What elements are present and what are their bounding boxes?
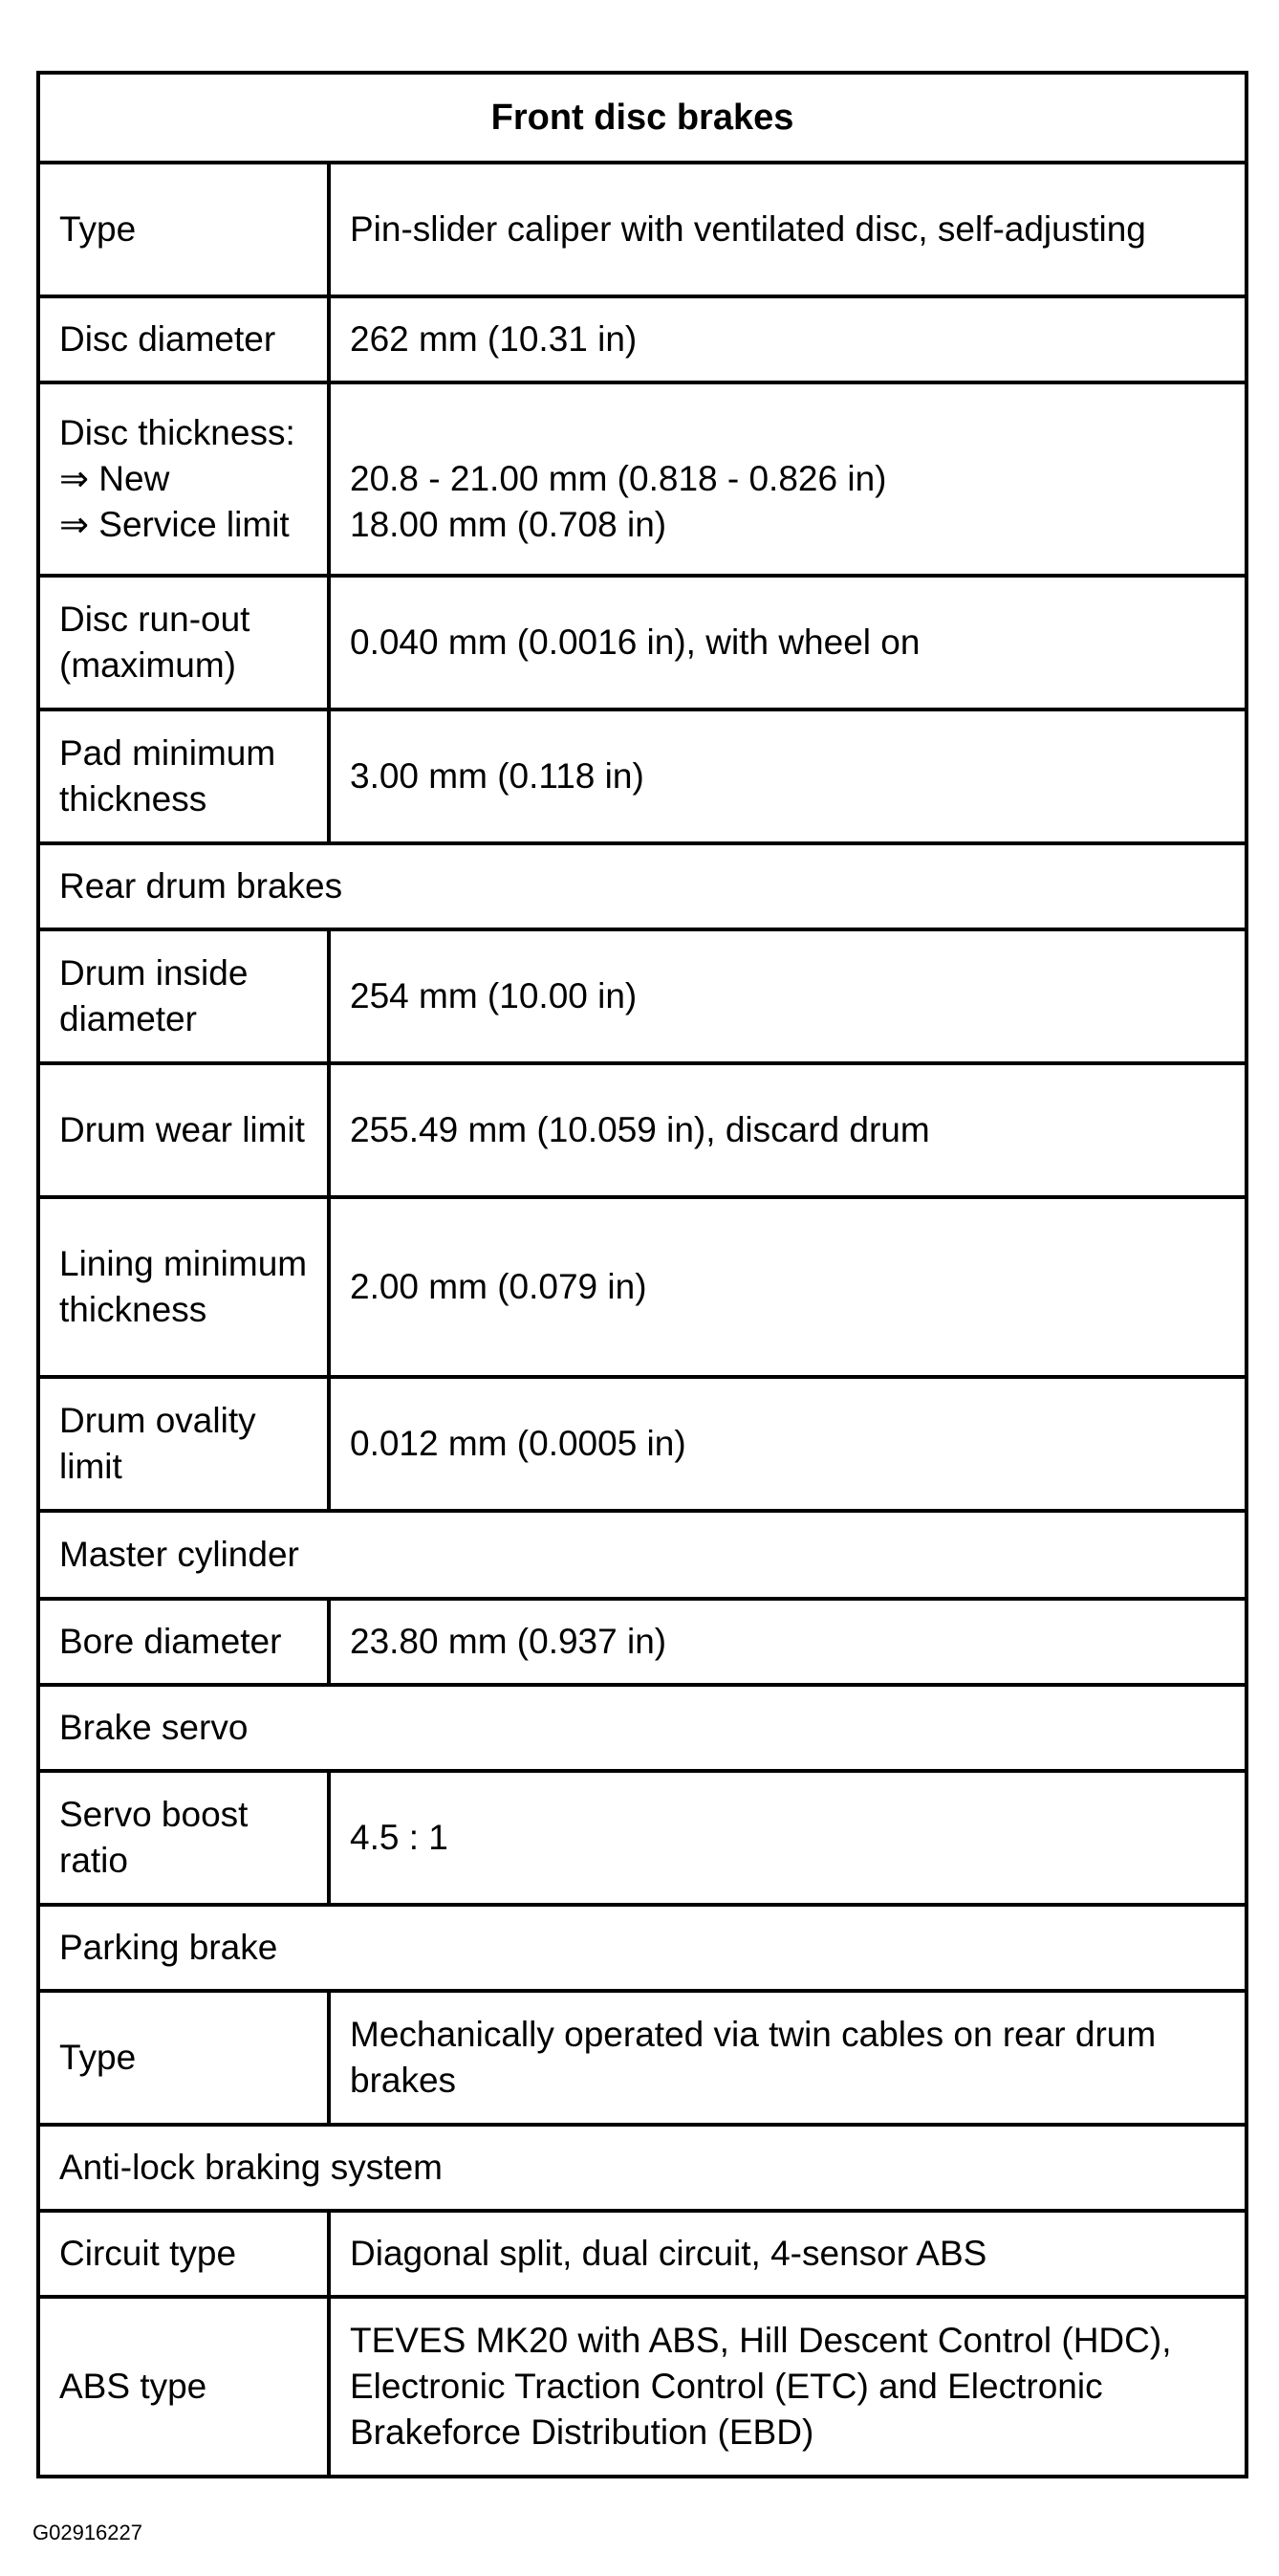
row-label: Bore diameter: [38, 1599, 329, 1685]
row-label: [38, 382, 329, 576]
row-value: 23.80 mm (0.937 in): [329, 1599, 1246, 1685]
row-label: ABS type: [38, 2297, 329, 2477]
table-row: [38, 1599, 1246, 1685]
section-row: [38, 2125, 1246, 2211]
row-value: [329, 382, 1246, 576]
section-row: [38, 1905, 1246, 1991]
table-row: [38, 1197, 1246, 1377]
table-row: [38, 929, 1246, 1063]
brake-specifications-table: [36, 71, 1248, 2478]
row-label: Type: [38, 163, 329, 296]
table-row: [38, 1991, 1246, 2125]
disc-thickness-service-label: ⇒ Service limit: [59, 505, 290, 544]
row-value: Mechanically operated via twin cables on rear drum brakes: [329, 1991, 1246, 2125]
row-value: Diagonal split, dual circuit, 4-sensor ABS: [329, 2211, 1246, 2297]
row-value: 255.49 mm (10.059 in), discard drum: [329, 1063, 1246, 1197]
section-heading: Parking brake: [38, 1905, 1246, 1991]
row-value: Pin-slider caliper with ventilated disc, self-adjusting: [329, 163, 1246, 296]
row-label: Disc diameter: [38, 296, 329, 382]
table-row: [38, 576, 1246, 709]
row-label: Disc run-out (maximum): [38, 576, 329, 709]
table-row: [38, 296, 1246, 382]
figure-id: G02916227: [33, 2521, 142, 2544]
disc-thickness-label: Disc thickness:: [59, 413, 295, 452]
section-row: [38, 1511, 1246, 1599]
table-title: Front disc brakes: [38, 73, 1246, 163]
row-label: Drum ovality limit: [38, 1377, 329, 1511]
row-value: 0.012 mm (0.0005 in): [329, 1377, 1246, 1511]
table-row: [38, 2211, 1246, 2297]
table-row: [38, 1771, 1246, 1905]
section-row: [38, 843, 1246, 929]
section-heading: Rear drum brakes: [38, 843, 1246, 929]
table-row: [38, 1063, 1246, 1197]
section-heading: Anti-lock braking system: [38, 2125, 1246, 2211]
row-label: Drum inside diameter: [38, 929, 329, 1063]
row-value: 2.00 mm (0.079 in): [329, 1197, 1246, 1377]
section-heading: Brake servo: [38, 1685, 1246, 1771]
table-row: [38, 163, 1246, 296]
row-label: Lining minimum thickness: [38, 1197, 329, 1377]
row-label: Servo boost ratio: [38, 1771, 329, 1905]
title-row: [38, 73, 1246, 163]
disc-thickness-new-value: 20.8 - 21.00 mm (0.818 - 0.826 in): [350, 459, 887, 498]
row-label: Circuit type: [38, 2211, 329, 2297]
row-value: 3.00 mm (0.118 in): [329, 709, 1246, 843]
section-row: [38, 1685, 1246, 1771]
row-label: Drum wear limit: [38, 1063, 329, 1197]
row-value: 262 mm (10.31 in): [329, 296, 1246, 382]
table-row: [38, 2297, 1246, 2477]
row-label: Type: [38, 1991, 329, 2125]
section-heading: Master cylinder: [38, 1511, 1246, 1599]
table-row: [38, 382, 1246, 576]
disc-thickness-new-label: ⇒ New: [59, 459, 170, 498]
disc-thickness-service-value: 18.00 mm (0.708 in): [350, 505, 667, 544]
row-value: 254 mm (10.00 in): [329, 929, 1246, 1063]
table-row: [38, 1377, 1246, 1511]
table-row: [38, 709, 1246, 843]
row-label: Pad minimum thickness: [38, 709, 329, 843]
row-value: 0.040 mm (0.0016 in), with wheel on: [329, 576, 1246, 709]
row-value: 4.5 : 1: [329, 1771, 1246, 1905]
row-value: TEVES MK20 with ABS, Hill Descent Control (HDC), Electronic Traction Control (ETC) and Electronic Brakeforce Distribution (EBD): [329, 2297, 1246, 2477]
